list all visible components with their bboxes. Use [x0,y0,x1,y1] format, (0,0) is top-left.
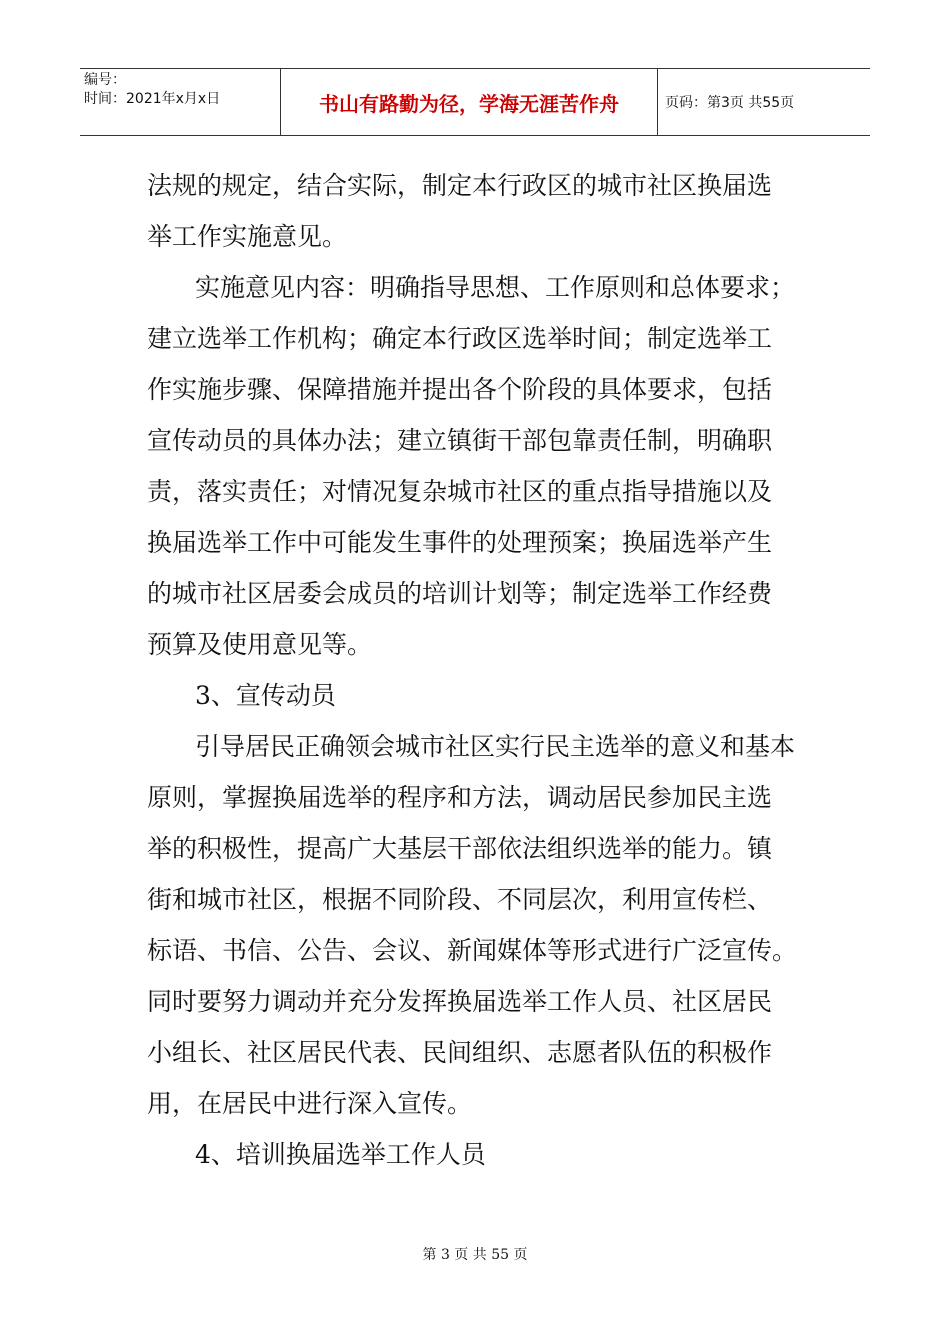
header-meta [84,71,220,109]
body-line: 原则，掌握换届选举的程序和方法，调动居民参加民主选 [147,783,773,812]
body-line: 预算及使用意见等。 [147,630,373,659]
body-line: 实施意见内容：明确指导思想、工作原则和总体要求； [195,273,796,302]
body-line: 宣传动员的具体办法；建立镇街干部包靠责任制，明确职 [147,426,773,455]
body-line: 用，在居民中进行深入宣传。 [147,1089,473,1118]
body-line: 同时要努力调动并充分发挥换届选举工作人员、社区居民 [147,987,773,1016]
body-line: 举的积极性，提高广大基层干部依法组织选举的能力。镇 [147,834,773,863]
body-line: 小组长、社区居民代表、民间组织、志愿者队伍的积极作 [147,1038,773,1067]
body-line: 换届选举工作中可能发生事件的处理预案；换届选举产生 [147,528,773,557]
body-line: 建立选举工作机构；确定本行政区选举时间；制定选举工 [147,324,773,353]
date-label: 时间：2021年x月x日 [84,91,221,107]
page-footer: 第 3 页 共 55 页 [422,1247,528,1263]
section-heading: 3、宣传动员 [195,681,336,710]
body-line: 举工作实施意见。 [147,222,348,251]
section-heading: 4、培训换届选举工作人员 [195,1140,486,1169]
header-page-code: 页码：第3页 共55页 [665,95,795,111]
body-line: 作实施步骤、保障措施并提出各个阶段的具体要求，包括 [147,375,773,404]
header-motto: 书山有路勤为径，学海无涯苦作舟 [319,91,619,116]
serial-number-label: 编号： [84,72,126,88]
header-divider [657,69,658,135]
body-line: 街和城市社区，根据不同阶段、不同层次，利用宣传栏、 [147,885,773,914]
body-line: 引导居民正确领会城市社区实行民主选举的意义和基本 [195,732,796,761]
body-line: 的城市社区居委会成员的培训计划等；制定选举工作经费 [147,579,773,608]
body-line: 标语、书信、公告、会议、新闻媒体等形式进行广泛宣传。 [147,936,798,965]
document-body [147,160,817,1180]
page-header [80,68,870,136]
body-line: 责，落实责任；对情况复杂城市社区的重点指导措施以及 [147,477,773,506]
body-line: 法规的规定，结合实际，制定本行政区的城市社区换届选 [147,171,773,200]
